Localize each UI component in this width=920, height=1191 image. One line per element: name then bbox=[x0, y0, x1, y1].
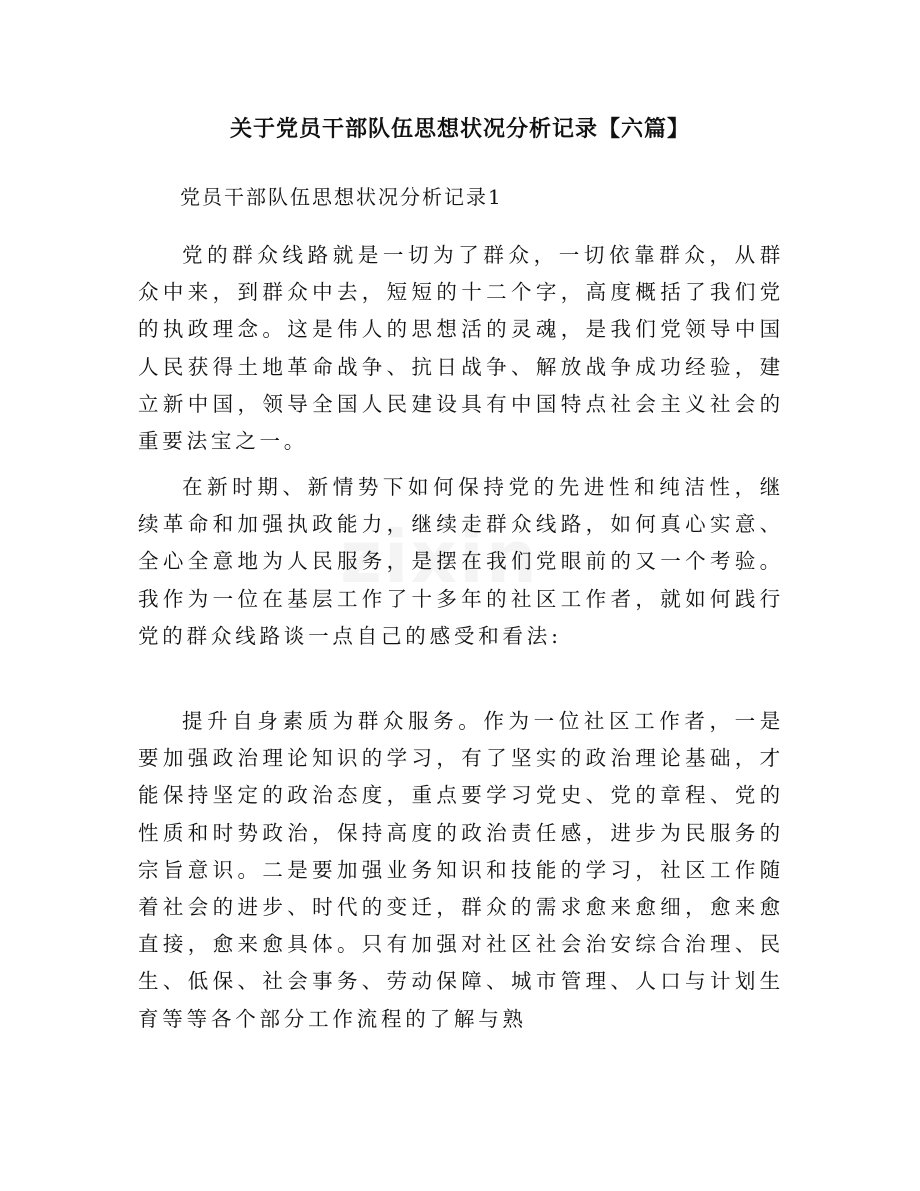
paragraph-3: 提升自身素质为群众服务。作为一位社区工作者，一是要加强政治理论知识的学习，有了坚实的政治理论基础，才能保持坚定的政治态度，重点要学习党史、党的章程、党的性质和时势政治，保持高度的政治责任感，进步为民服务的宗旨意识。二是要加强业务知识和技能的学习，社区工作随着社会的进步、时代的变迁，群众的需求愈来愈细，愈来愈直接，愈来愈具体。只有加强对社区社会治安综合治理、民生、低保、社会事务、劳动保障、城市管理、人口与计划生育等等各个部分工作流程的了解与熟 bbox=[138, 709, 784, 1031]
section-heading: 党员干部队伍思想状况分析记录1 bbox=[180, 185, 503, 209]
paragraph-1: 党的群众线路就是一切为了群众，一切依靠群众，从群众中来，到群众中去，短短的十二个字，高度概括了我们党的执政理念。这是伟人的思想活的灵魂，是我们党领导中国人民获得土地革命战争、抗日战争、解放战争成功经验，建立新中国，领导全国人民建设具有中国特点社会主义社会的重要法宝之一。 bbox=[138, 243, 784, 454]
paragraph-2: 在新时期、新情势下如何保持党的先进性和纯洁性，继续革命和加强执政能力，继续走群众线路，如何真心实意、全心全意地为人民服务，是摆在我们党眼前的又一个考验。我作为一位在基层工作了十多年的社区工作者，就如何践行党的群众线路谈一点自己的感受和看法: bbox=[138, 475, 784, 648]
document-title: 关于党员干部队伍思想状况分析记录【六篇】 bbox=[229, 117, 690, 142]
